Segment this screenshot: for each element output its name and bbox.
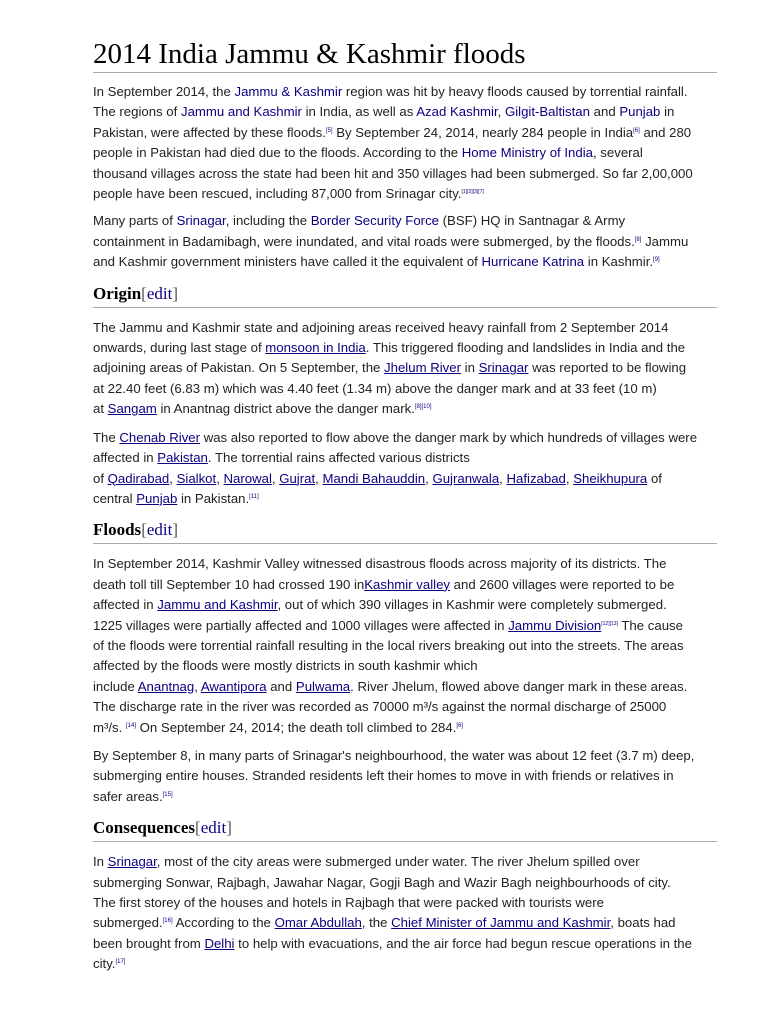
link-bsf[interactable]: Border Security Force [310, 213, 439, 229]
link-chenab-river[interactable]: Chenab River [119, 429, 201, 445]
floods-paragraph-2: By September 8, in many parts of Srinagar's neighbourhood, the water was about 12 feet (3.7 m) deep, submerging entire houses. Stranded residents left their homes to move in with friends or relatives in safer areas.[15] [93, 747, 695, 804]
link-jammu-and-kashmir[interactable]: Jammu and Kashmir [157, 597, 278, 613]
link-home-ministry[interactable]: Home Ministry of India [461, 145, 593, 161]
link-narowal[interactable]: Narowal [223, 470, 272, 486]
reference-link[interactable]: [12][13] [601, 620, 618, 627]
reference-link[interactable]: [17] [115, 959, 126, 966]
link-jammu-division[interactable]: Jammu Division [508, 617, 602, 633]
reference-link[interactable]: [8][10] [414, 404, 432, 411]
link-monsoon-in-india[interactable]: monsoon in India [265, 340, 366, 356]
link-hurricane-katrina[interactable]: Hurricane Katrina [481, 254, 585, 270]
link-jhelum-river[interactable]: Jhelum River [384, 360, 461, 376]
link-jammu-and-kashmir[interactable]: Jammu and Kashmir [180, 104, 302, 120]
link-mandi-bahauddin[interactable]: Mandi Bahauddin [322, 470, 426, 486]
link-hafizabad[interactable]: Hafizabad [506, 470, 566, 486]
link-gujrat[interactable]: Gujrat [279, 470, 316, 486]
origin-paragraph-2: The Chenab River was also reported to flow above the danger mark by which hundreds of villages were affected in Pakistan. The torrential rains affected various districts of Qadirabad, Sialkot, Narowal, Gujrat, Mandi Bahauddin, Gujranwala, Hafizabad, Sheikhupura of central Punjab in Pakistan.[11] [93, 429, 698, 506]
edit-link[interactable]: edit [146, 520, 173, 540]
reference-link[interactable]: [14] [125, 722, 136, 729]
link-pulwama[interactable]: Pulwama [295, 678, 351, 694]
intro-paragraph-2: Many parts of Srinagar, including the Border Security Force (BSF) HQ in Santnagar & Army containment in Badamibagh, were inundated, and vital roads were submerged, by the floods.[8] Jammu and Kashmir government ministers have called it the equivalent of Hurricane Katrina in Kashmir.[9] [93, 213, 689, 270]
reference-link[interactable]: [8] [634, 236, 642, 243]
link-jammu-kashmir[interactable]: Jammu & Kashmir [234, 84, 343, 99]
link-pakistan[interactable]: Pakistan [157, 450, 208, 466]
page-title: 2014 India Jammu & Kashmir floods [93, 0, 717, 73]
edit-link[interactable]: edit [200, 818, 227, 838]
link-azad-kashmir[interactable]: Azad Kashmir [416, 104, 498, 120]
link-gilgit-baltistan[interactable]: Gilgit-Baltistan [504, 104, 590, 120]
link-sialkot[interactable]: Sialkot [176, 470, 217, 486]
link-delhi[interactable]: Delhi [204, 935, 235, 951]
link-kashmir-valley[interactable]: Kashmir valley [364, 576, 450, 592]
floods-paragraph-1: In September 2014, Kashmir Valley witnessed disastrous floods across majority of its districts. The death toll till September 10 had crossed 190 inKashmir valley and 2600 villages were reported to be affected in Jammu and Kashmir, out of which 390 villages in Kashmir were completely submerged. 1225 villages were partially affected and 1000 villages were affected in Jammu Division[12][13] The cause of the floods were torrential rainfall resulting in the local rivers breaking out into the streets. The areas affected by the floods were mostly districts in south kashmir which include Anantnag, Awantipora and Pulwama. River Jhelum, flowed above danger mark in these areas. The discharge rate in the river was recorded as 70000 m³/s against the normal discharge of 25000 m³/s. [14] On September 24, 2014; the death toll climbed to 284.[6] [93, 556, 688, 735]
link-sangam[interactable]: Sangam [107, 401, 157, 417]
link-srinagar[interactable]: Srinagar [107, 854, 157, 870]
link-punjab[interactable]: Punjab [619, 104, 661, 120]
reference-link[interactable]: [9] [653, 257, 660, 264]
link-awantipora[interactable]: Awantipora [200, 678, 267, 694]
origin-paragraph-1: The Jammu and Kashmir state and adjoining areas received heavy rainfall from 2 September 2014 onwards, during last stage of monsoon in India. This triggered flooding and landslides in India and the adjoining areas of Pakistan. On 5 September, the Jhelum River in Srinagar was reported to be flowing at 22.40 feet (6.83 m) which was 4.40 feet (1.34 m) above the danger mark and at 33 feet (10 m) at Sangam in Anantnag district above the danger mark.[8][10] [93, 319, 687, 417]
link-gujranwala[interactable]: Gujranwala [432, 470, 500, 486]
reference-link[interactable]: [5] [325, 127, 333, 134]
reference-link[interactable]: [1][2][3][7] [461, 189, 484, 196]
reference-link[interactable]: [15] [162, 791, 173, 798]
link-chief-minister[interactable]: Chief Minister of Jammu and Kashmir [391, 915, 611, 931]
link-anantnag[interactable]: Anantnag [137, 678, 195, 694]
section-heading-consequences: Consequences[edit] [93, 818, 717, 842]
intro-paragraph-1: In September 2014, the Jammu & Kashmir region was hit by heavy floods caused by torrential rainfall. The regions of Jammu and Kashmir in India, as well as Azad Kashmir, Gilgit-Baltistan and Punjab in Pakistan, were affected by these floods.[5] By September 24, 2014, nearly 284 people in India[6] and 280 people in Pakistan had died due to the floods. According to the Home Ministry of India, several thousand villages across the state had been hit and 350 villages had been submerged. So far 2,00,000 people have been rescued, including 87,000 from Srinagar city.[1][2][3][7] [93, 84, 693, 202]
link-omar-abdullah[interactable]: Omar Abdullah [274, 915, 362, 931]
link-qadirabad[interactable]: Qadirabad [107, 470, 170, 486]
reference-link[interactable]: [11] [249, 493, 259, 500]
section-heading-floods: Floods[edit] [93, 520, 717, 544]
link-sheikhupura[interactable]: Sheikhupura [573, 470, 648, 486]
reference-link[interactable]: [6] [456, 722, 464, 729]
link-srinagar[interactable]: Srinagar [478, 360, 529, 376]
link-srinagar[interactable]: Srinagar [176, 213, 226, 229]
article [93, 0, 717, 975]
reference-link[interactable]: [6] [633, 127, 640, 134]
section-heading-origin: Origin[edit] [93, 284, 717, 308]
link-punjab[interactable]: Punjab [136, 490, 178, 506]
reference-link[interactable]: [16] [162, 918, 173, 925]
edit-link[interactable]: edit [146, 283, 173, 303]
consequences-paragraph-1: In Srinagar, most of the city areas were submerged under water. The river Jhelum spilled over submerging Sonwar, Rajbagh, Jawahar Nagar, Gogji Bagh and Wazir Bagh neighbourhoods of city. The first storey of the houses and hotels in Rajbagh that were packed with tourists were submerged.[16] According to the Omar Abdullah, the Chief Minister of Jammu and Kashmir, boats had been brought from Delhi to help with evacuations, and the air force had begun rescue operations in the city.[17] [93, 854, 692, 972]
